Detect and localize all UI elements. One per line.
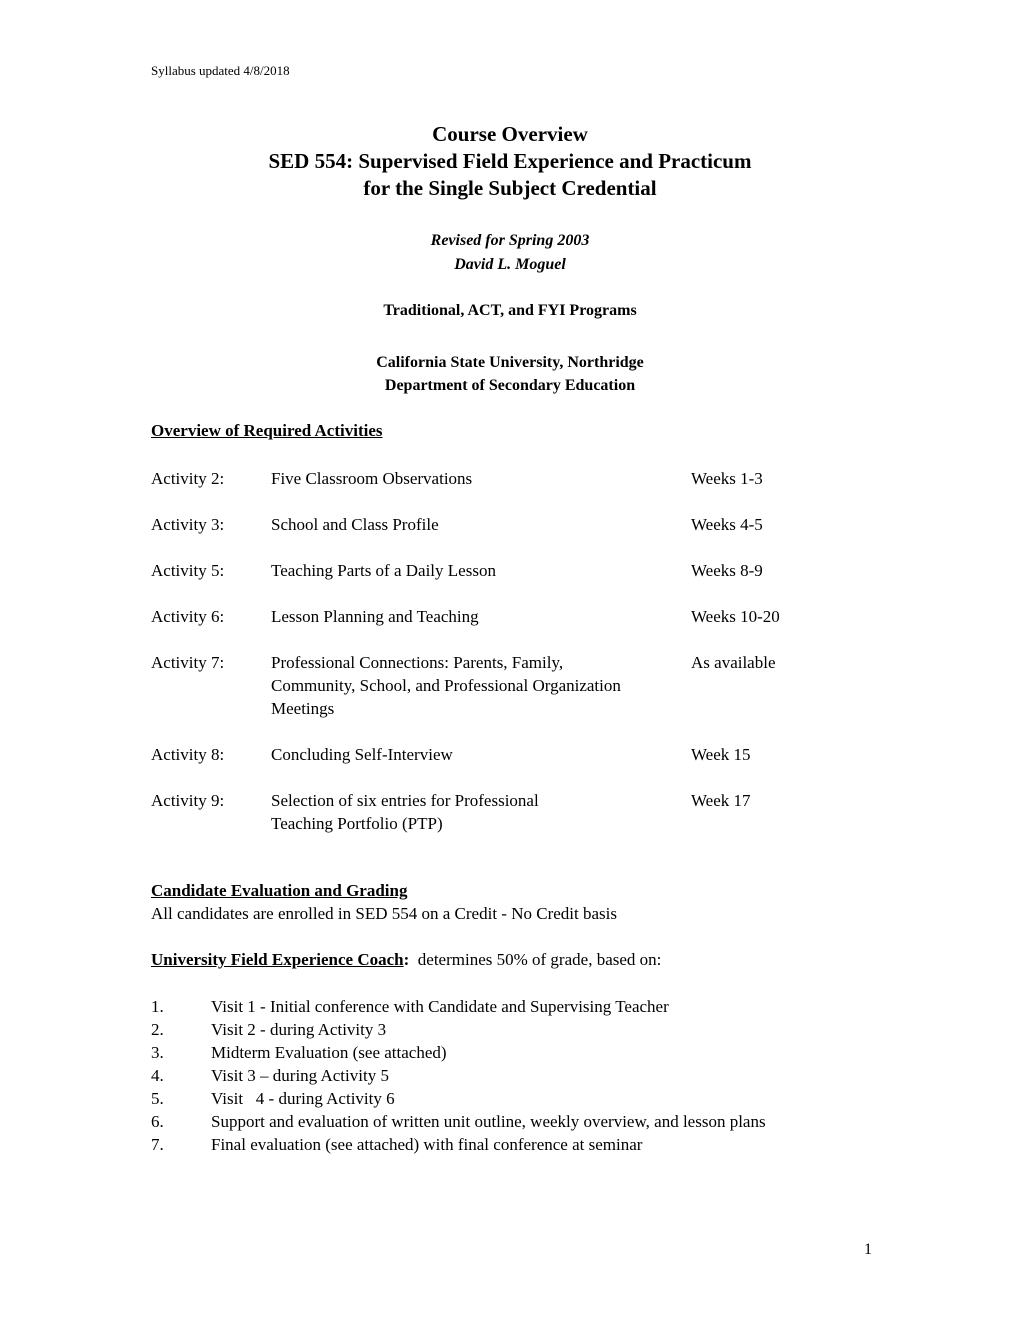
department-name: Department of Secondary Education [384, 377, 636, 394]
revision-date: Revised for Spring 2003 [430, 232, 590, 249]
list-number: 1. [151, 997, 164, 1016]
evaluation-text: All candidates are enrolled in SED 554 on a Credit - No Credit basis [151, 904, 617, 923]
list-text: Visit 3 – during Activity 5 [211, 1066, 389, 1085]
list-text: Visit 4 - during Activity 6 [211, 1089, 395, 1108]
activity-description: School and Class Profile [271, 515, 439, 534]
activity-timing: Weeks 10-20 [691, 607, 780, 626]
page-number: 1 [864, 1241, 872, 1258]
list-text: Final evaluation (see attached) with final conference at seminar [211, 1135, 643, 1154]
institution [0, 351, 1020, 397]
list-text: Visit 1 - Initial conference with Candidate and Supervising Teacher [211, 997, 669, 1016]
activity-label: Activity 8: [151, 745, 225, 764]
list-number: 3. [151, 1043, 164, 1062]
activity-label: Activity 2: [151, 469, 225, 488]
activity-label: Activity 9: [151, 791, 225, 810]
activity-timing: As available [691, 653, 776, 672]
activity-label: Activity 3: [151, 515, 225, 534]
list-text: Midterm Evaluation (see attached) [211, 1043, 447, 1062]
coach-colon: : [403, 950, 410, 969]
course-title [0, 121, 1020, 202]
list-number: 7. [151, 1135, 164, 1154]
coach-heading: University Field Experience Coach [151, 950, 404, 969]
list-text: Support and evaluation of written unit outline, weekly overview, and lesson plans [211, 1112, 766, 1131]
activity-timing: Weeks 8-9 [691, 561, 763, 580]
coach-line [151, 950, 661, 970]
activity-description: Lesson Planning and Teaching [271, 607, 479, 626]
list-number: 5. [151, 1089, 164, 1108]
activity-timing: Week 15 [691, 745, 751, 764]
evaluation-heading: Candidate Evaluation and Grading [151, 881, 408, 900]
activity-label: Activity 6: [151, 607, 225, 626]
activities-heading: Overview of Required Activities [151, 421, 383, 440]
header-note: Syllabus updated 4/8/2018 [151, 63, 290, 78]
activity-description: Five Classroom Observations [271, 469, 473, 488]
activity-description: Selection of six entries for Professional Teaching Portfolio (PTP) [271, 791, 539, 833]
coach-text: determines 50% of grade, based on: [409, 950, 662, 969]
title-line-1: Course Overview [432, 122, 588, 146]
activity-label: Activity 5: [151, 561, 225, 580]
activity-timing: Week 17 [691, 791, 751, 810]
activity-timing: Weeks 4-5 [691, 515, 763, 534]
author-name: David L. Moguel [454, 256, 566, 273]
list-number: 4. [151, 1066, 164, 1085]
list-text: Visit 2 - during Activity 3 [211, 1020, 387, 1039]
list-number: 6. [151, 1112, 164, 1131]
activity-description: Professional Connections: Parents, Family, Community, School, and Professional Organization Meetings [271, 653, 621, 718]
list-number: 2. [151, 1020, 164, 1039]
activity-timing: Weeks 1-3 [691, 469, 763, 488]
title-line-2: SED 554: Supervised Field Experience and Practicum [268, 149, 752, 173]
programs-line: Traditional, ACT, and FYI Programs [383, 302, 637, 319]
activity-description: Concluding Self-Interview [271, 745, 453, 764]
revision-info [0, 229, 1020, 277]
university-name: California State University, Northridge [376, 354, 644, 371]
activity-label: Activity 7: [151, 653, 225, 672]
activity-description: Teaching Parts of a Daily Lesson [271, 561, 496, 580]
title-line-3: for the Single Subject Credential [363, 176, 657, 200]
